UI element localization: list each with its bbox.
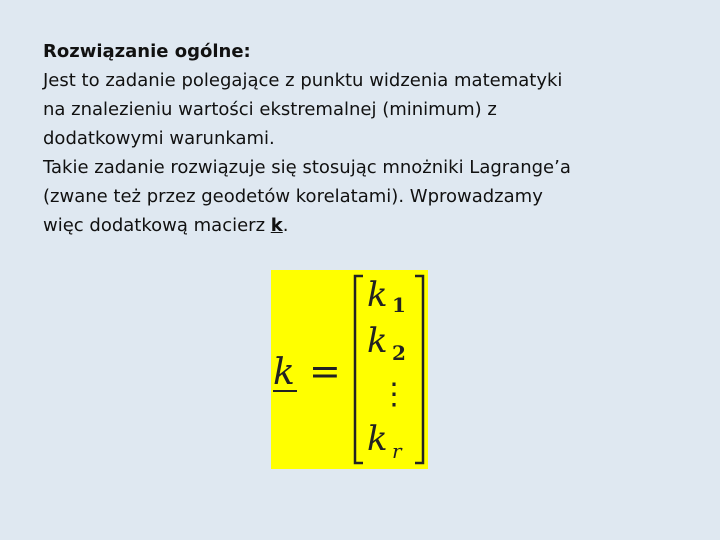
formula-lhs: k xyxy=(273,352,295,393)
text-line: dodatkowymi warunkami. xyxy=(43,128,275,149)
text-line: Jest to zadanie polegające z punktu widzenia matematyki xyxy=(43,70,563,91)
formula-equals: = xyxy=(309,349,341,393)
matrix-entry-k2: k xyxy=(367,321,388,361)
text-line: Takie zadanie rozwiązuje się stosując mnożniki Lagrange’a xyxy=(43,157,571,178)
text-line: (zwane też przez geodetów korelatami). Wprowadzamy xyxy=(43,186,543,207)
text-line-last xyxy=(43,211,683,240)
matrix-vertical-dots: ⋮ xyxy=(379,377,409,412)
text-suffix: . xyxy=(282,215,289,236)
formula-svg xyxy=(271,270,428,469)
body-text xyxy=(43,37,683,240)
text-line: na znalezieniu wartości ekstremalnej (minimum) z xyxy=(43,99,497,120)
text-prefix: więc dodatkową macierz xyxy=(43,215,271,236)
matrix-entry-k2-subscript: 2 xyxy=(392,341,406,365)
matrix-entry-kr: k xyxy=(367,419,388,459)
right-bracket xyxy=(415,276,423,463)
matrix-entry-kr-subscript: r xyxy=(392,439,402,463)
matrix-formula xyxy=(271,270,428,469)
matrix-entry-k1-subscript: 1 xyxy=(392,293,406,317)
matrix-entry-k1: k xyxy=(367,275,388,315)
left-bracket xyxy=(355,276,363,463)
matrix-symbol-k: k xyxy=(270,215,283,236)
slide-heading: Rozwiązanie ogólne: xyxy=(43,41,251,62)
